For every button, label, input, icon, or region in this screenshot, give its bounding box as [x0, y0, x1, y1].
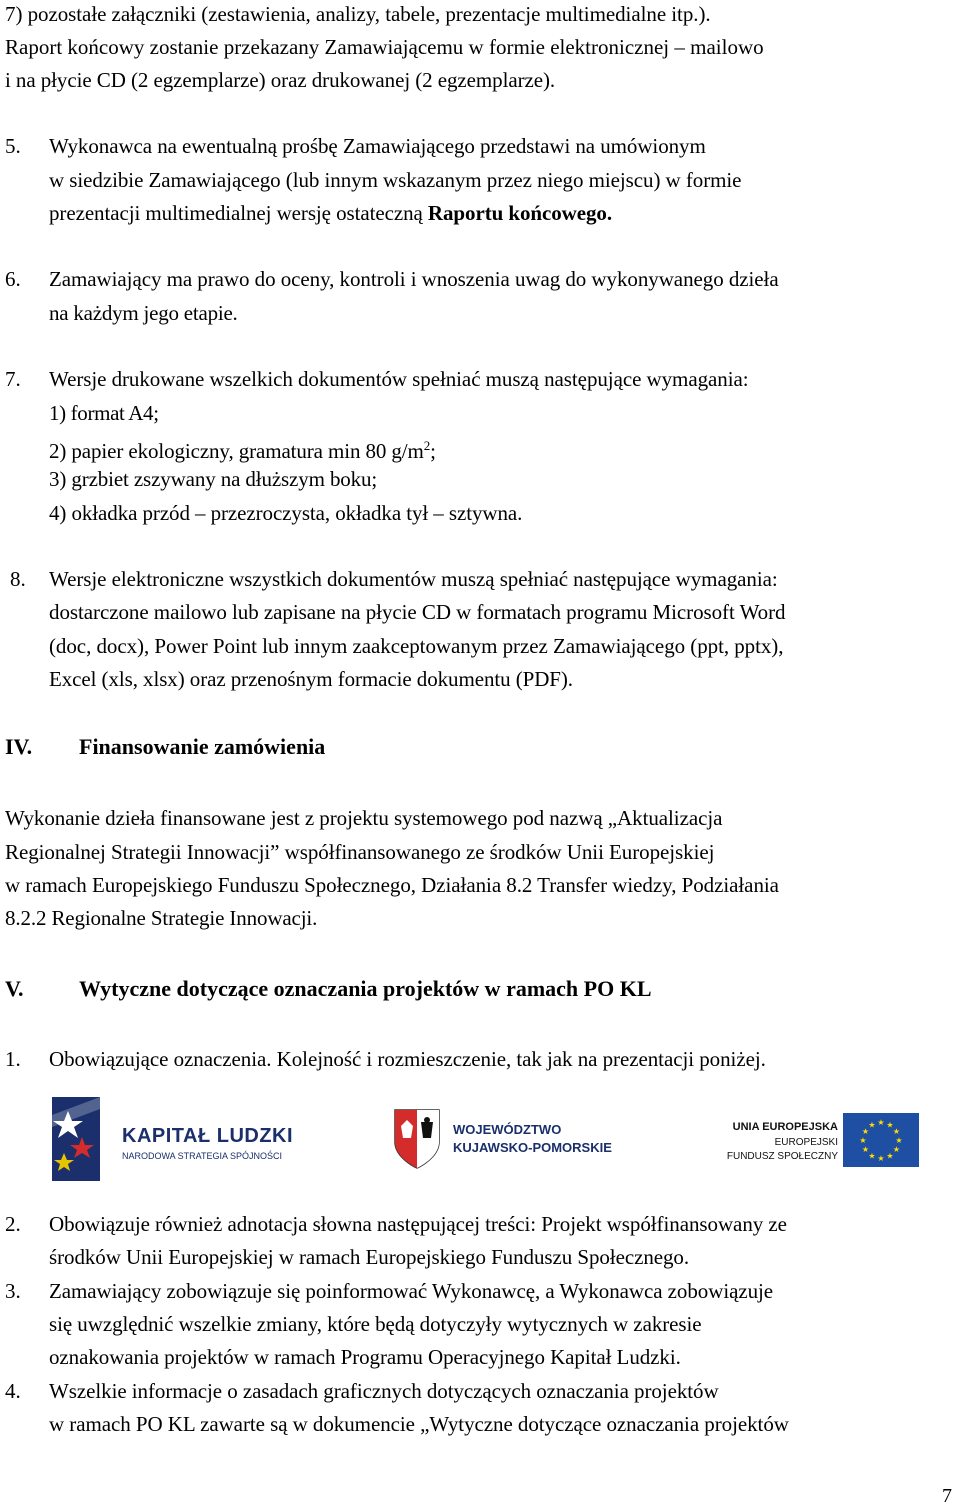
svg-text:★: ★ [868, 1120, 876, 1130]
svg-text:★: ★ [892, 1145, 901, 1154]
item-8-line-3: (doc, docx), Power Point lub innym zaakceptowanym przez Zamawiającego (ppt, pptx), [49, 634, 784, 658]
print-req-3: 3) grzbiet zszywany na dłuższym boku; [49, 467, 378, 491]
kapital-ludzki-emblem-icon [52, 1097, 107, 1181]
v-item-3-number: 3. [5, 1279, 21, 1303]
eu-line-2: EUROPEJSKI [774, 1137, 838, 1148]
svg-text:★: ★ [895, 1136, 903, 1145]
item-8-line-2: dostarczone mailowo lub zapisane na płycie CD w formatach programu Microsoft Word [49, 600, 786, 624]
item-5-number: 5. [5, 134, 21, 158]
section-v-title: Wytyczne dotyczące oznaczania projektów w ramach PO KL [79, 976, 652, 1001]
section-iv-line-1: Wykonanie dzieła finansowane jest z projektu systemowego pod nazwą „Aktualizacja [5, 806, 723, 830]
superscript-2: 2 [423, 438, 431, 453]
item-6-line-1: Zamawiający ma prawo do oceny, kontroli i wnoszenia uwag do wykonywanego dzieła [49, 267, 779, 291]
page-number: 7 [942, 1485, 952, 1507]
final-report-emphasis: Raportu końcowego. [427, 201, 612, 225]
svg-text:★: ★ [886, 1151, 894, 1161]
section-iv-line-2: Regionalnej Strategii Innowacji” współfinansowanego ze środków Unii Europejskiej [5, 840, 715, 864]
kl-title: KAPITAŁ LUDZKI [122, 1125, 294, 1147]
section-v-number: V. [5, 976, 24, 1001]
eu-line-3: FUNDUSZ SPOŁECZNY [726, 1151, 838, 1162]
v-item-3-line-1: Zamawiający zobowiązuje się poinformować Wykonawcę, a Wykonawca zobowiązuje [49, 1279, 774, 1303]
eu-line-1: UNIA EUROPEJSKA [732, 1121, 838, 1133]
v-item-3-line-3: oznakowania projektów w ramach Programu Operacyjnego Kapitał Ludzki. [49, 1345, 681, 1369]
item-5-line-1: Wykonawca na ewentualną prośbę Zamawiającego przedstawi na umówionym [49, 134, 706, 158]
item-8-number: 8. [10, 567, 26, 591]
print-req-2-end: ; [430, 439, 436, 463]
svg-text:★: ★ [892, 1127, 901, 1136]
item-7-number: 7. [5, 367, 21, 391]
final-report-text-1: Raport końcowy zostanie przekazany Zamawiającemu w formie elektronicznej – mailowo [5, 35, 764, 59]
svg-text:★: ★ [859, 1136, 867, 1145]
section-iv-title: Finansowanie zamówienia [79, 734, 326, 759]
v-item-1-number: 1. [5, 1047, 21, 1071]
item-5-text-3: prezentacji multimedialnej wersję ostateczną [49, 201, 428, 225]
kl-subtitle: NARODOWA STRATEGIA SPÓJNOŚCI [122, 1151, 283, 1161]
print-req-2 [49, 434, 960, 463]
woj-line-1: WOJEWÓDZTWO [453, 1122, 562, 1137]
woj-line-2: KUJAWSKO-POMORSKIE [453, 1140, 612, 1155]
item-6-line-2: na każdym jego etapie. [49, 301, 238, 325]
item-5-line-3 [49, 201, 960, 225]
svg-text:★: ★ [861, 1145, 870, 1154]
print-req-4: 4) okładka przód – przezroczysta, okładka tył – sztywna. [49, 501, 523, 525]
coat-of-arms-icon [393, 1108, 441, 1170]
attachments-item-7: 7) pozostałe załączniki (zestawienia, analizy, tabele, prezentacje multimedialne itp.). [5, 2, 711, 26]
svg-text:★: ★ [877, 1154, 885, 1163]
final-report-line-1 [5, 35, 955, 59]
v-item-3-line-2: się uwzględnić wszelkie zmiany, które będą dotyczyły wytycznych w zakresie [49, 1312, 702, 1336]
svg-text:★: ★ [861, 1127, 870, 1136]
wojewodztwo-logo [393, 1108, 633, 1174]
v-item-4-line-2: w ramach PO KL zawarte są w dokumencie „Wytyczne dotyczące oznaczania projektów [49, 1412, 789, 1436]
v-item-4-number: 4. [5, 1379, 21, 1403]
v-item-2-line-1: Obowiązuje również adnotacja słowna następującej treści: Projekt współfinansowany ze [49, 1212, 787, 1236]
final-report-line-2: i na płycie CD (2 egzemplarze) oraz drukowanej (2 egzemplarze). [5, 68, 556, 92]
print-req-2-text: 2) papier ekologiczny, gramatura min 80 g/m [49, 439, 424, 463]
svg-text:★: ★ [886, 1120, 894, 1130]
v-item-2-line-2: środków Unii Europejskiej w ramach Europejskiego Funduszu Społecznego. [49, 1245, 690, 1269]
section-iv-line-3: w ramach Europejskiego Funduszu Społecznego, Działania 8.2 Transfer wiedzy, Podziałania [5, 873, 779, 897]
section-iv-line-4: 8.2.2 Regionalne Strategie Innowacji. [5, 906, 318, 930]
v-item-4-line-1: Wszelkie informacje o zasadach graficznych dotyczących oznaczania projektów [49, 1379, 719, 1403]
item-5-line-2: w siedzibie Zamawiającego (lub innym wskazanym przez niego miejscu) w formie [49, 168, 742, 192]
svg-text:★: ★ [868, 1151, 876, 1161]
item-7-line-1: Wersje drukowane wszelkich dokumentów spełniać muszą następujące wymagania: [49, 367, 749, 391]
kapital-ludzki-logo [52, 1097, 302, 1181]
item-8-line-4: Excel (xls, xlsx) oraz przenośnym formacie dokumentu (PDF). [49, 667, 573, 691]
item-8-line-1: Wersje elektroniczne wszystkich dokumentów muszą spełniać następujące wymagania: [49, 567, 778, 591]
eu-flag-icon [843, 1113, 919, 1167]
section-iv-number: IV. [5, 734, 33, 759]
v-item-2-number: 2. [5, 1212, 21, 1236]
item-6-number: 6. [5, 267, 21, 291]
svg-text:★: ★ [877, 1118, 885, 1127]
eu-logo [712, 1113, 920, 1173]
print-req-1: 1) format A4; [49, 401, 159, 425]
v-item-1-text: Obowiązujące oznaczenia. Kolejność i rozmieszczenie, tak jak na prezentacji poniżej. [49, 1047, 766, 1071]
